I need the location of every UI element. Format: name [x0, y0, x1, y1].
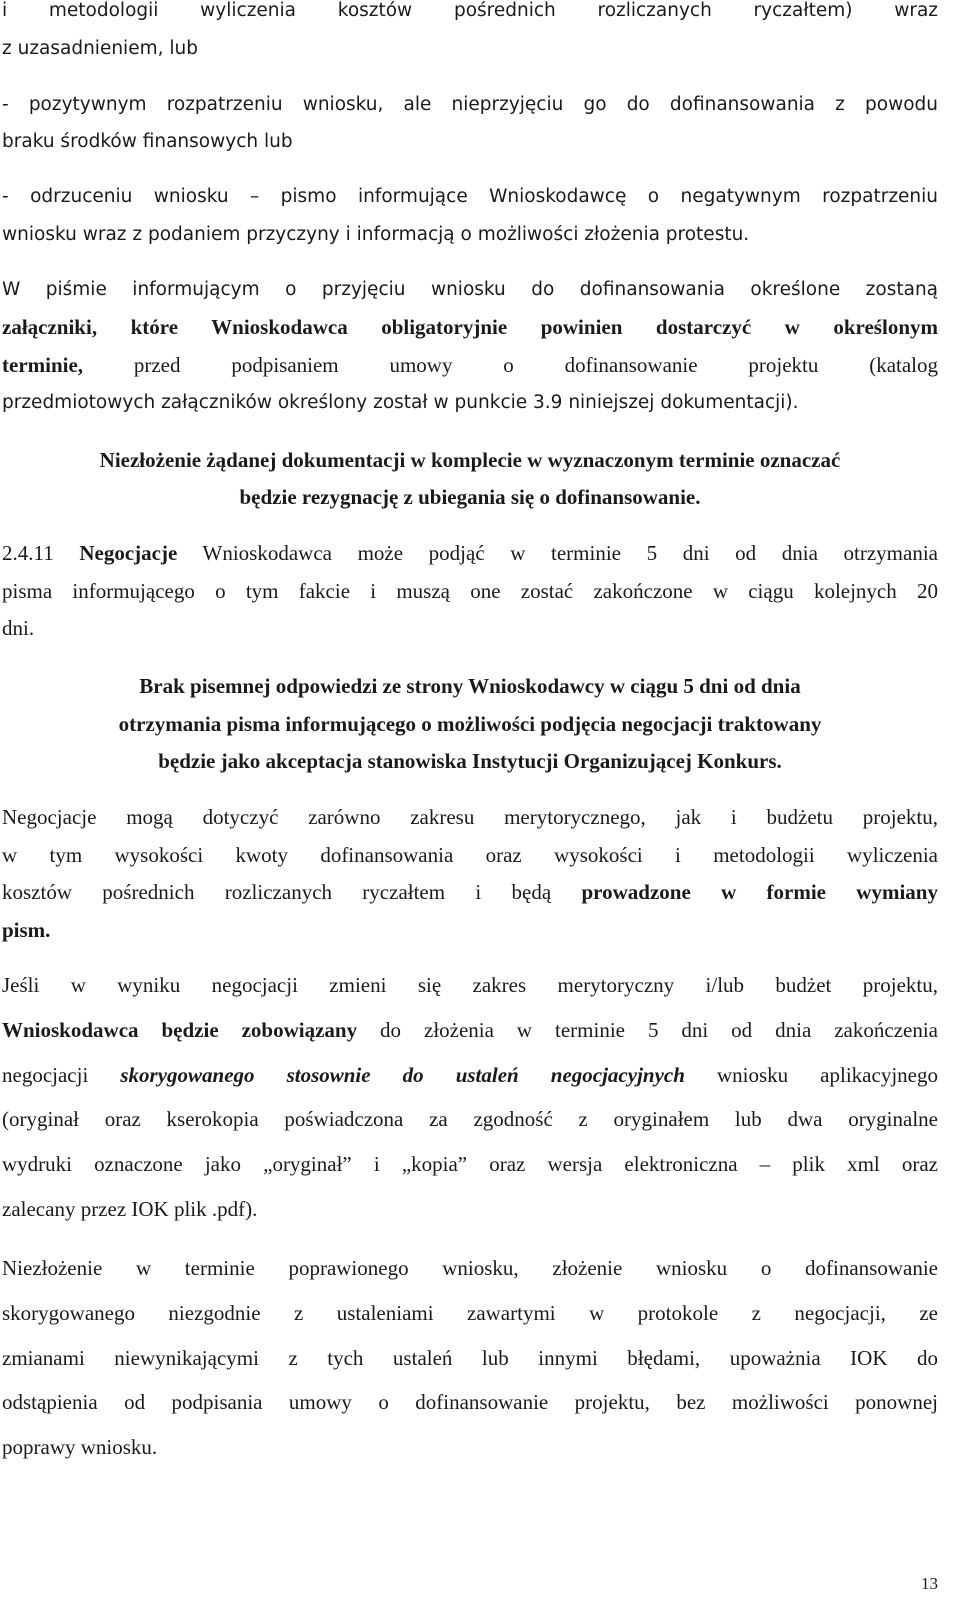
bold-notice-line: Niezłożenie żądanej dokumentacji w komplecie w wyznaczonym terminie oznaczać: [99, 448, 841, 472]
page-number: 13: [921, 1574, 938, 1593]
text-span: wniosku aplikacyjnego: [684, 1063, 938, 1087]
bold-notice-line: otrzymania pisma informującego o możliwości podjęcia negocjacji traktowany: [118, 712, 822, 736]
text-line: [2, 1016, 938, 1044]
list-item-line: - pozytywnym rozpatrzeniu wniosku, ale nieprzyjęciu go do dofinansowania z powodu: [2, 94, 938, 115]
text-line: [2, 878, 938, 906]
list-item-line: braku środków finansowych lub: [2, 131, 293, 152]
text-line: W piśmie informującym o przyjęciu wniosku do dofinansowania określone zostaną: [2, 279, 938, 300]
emphasized-text: skorygowanego stosownie do ustaleń negocjacyjnych: [120, 1063, 685, 1087]
text-line: z uzasadnieniem, lub: [2, 38, 198, 59]
text-span: kosztów pośrednich rozliczanych ryczałtem i będą: [2, 880, 582, 904]
text-line-bold: załączniki, które Wnioskodawca obligatoryjnie powinien dostarczyć w określonym: [2, 315, 938, 339]
text-line: Negocjacje mogą dotyczyć zarówno zakresu merytorycznego, jak i budżetu projektu,: [2, 805, 938, 829]
text-line: Niezłożenie w terminie poprawionego wniosku, złożenie wniosku o dofinansowanie: [2, 1256, 938, 1280]
list-item-line: - odrzuceniu wniosku – pismo informujące Wnioskodawcę o negatywnym rozpatrzeniu: [2, 186, 938, 207]
bold-notice-line: będzie jako akceptacja stanowiska Instytucji Organizującej Konkurs.: [158, 749, 782, 773]
section-number: 2.4.11: [2, 541, 54, 565]
bold-notice-line: będzie rezygnację z ubiegania się o dofinansowanie.: [239, 485, 701, 509]
text-line: pisma informującego o tym fakcie i muszą one zostać zakończone w ciągu kolejnych 20: [2, 579, 938, 603]
bold-text: terminie,: [2, 353, 84, 377]
text-span: przed podpisaniem umowy o dofinansowanie projektu (katalog: [83, 353, 938, 377]
text-line: zmianami niewynikającymi z tych ustaleń lub innymi błędami, upoważnia IOK do: [2, 1346, 938, 1370]
bold-text: prowadzone w formie wymiany: [581, 880, 938, 904]
text-line: (oryginał oraz kserokopia poświadczona za zgodność z oryginałem lub dwa oryginalne: [2, 1107, 938, 1131]
text-line-bold: pism.: [2, 918, 51, 942]
text-line: dni.: [2, 616, 35, 640]
text-line: wydruki oznaczone jako „oryginał” i „kopia” oraz wersja elektroniczna – plik xml oraz: [2, 1152, 938, 1176]
text-line: odstąpienia od podpisania umowy o dofinansowanie projektu, bez możliwości ponownej: [2, 1390, 938, 1414]
section-heading-line: [2, 539, 938, 567]
text-line: [2, 351, 938, 379]
text-line: Jeśli w wyniku negocjacji zmieni się zakres merytoryczny i/lub budżet projektu,: [2, 973, 938, 997]
list-item-line: wniosku wraz z podaniem przyczyny i informacją o możliwości złożenia protestu.: [2, 224, 750, 245]
text-line: w tym wysokości kwoty dofinansowania oraz wysokości i metodologii wyliczenia: [2, 843, 938, 867]
text-span: do złożenia w terminie 5 dni od dnia zakończenia: [357, 1018, 938, 1042]
text-line: przedmiotowych załączników określony został w punkcie 3.9 niniejszej dokumentacji).: [2, 392, 799, 413]
text-line: i metodologii wyliczenia kosztów pośrednich rozliczanych ryczałtem) wraz: [2, 0, 938, 21]
text-line: poprawy wniosku.: [2, 1435, 158, 1459]
bold-notice-line: Brak pisemnej odpowiedzi ze strony Wnioskodawcy w ciągu 5 dni od dnia: [139, 674, 801, 698]
text-line: skorygowanego niezgodnie z ustaleniami zawartymi w protokole z negocjacji, ze: [2, 1301, 938, 1325]
text-line: [2, 1061, 938, 1089]
text-line: zalecany przez IOK plik .pdf).: [2, 1197, 258, 1221]
bold-text: Wnioskodawca będzie zobowiązany: [2, 1018, 358, 1042]
text-span: Wnioskodawca może podjąć w terminie 5 dni od dnia otrzymania: [177, 541, 938, 565]
section-heading: Negocjacje: [79, 541, 178, 565]
text-span: negocjacji: [2, 1063, 121, 1087]
